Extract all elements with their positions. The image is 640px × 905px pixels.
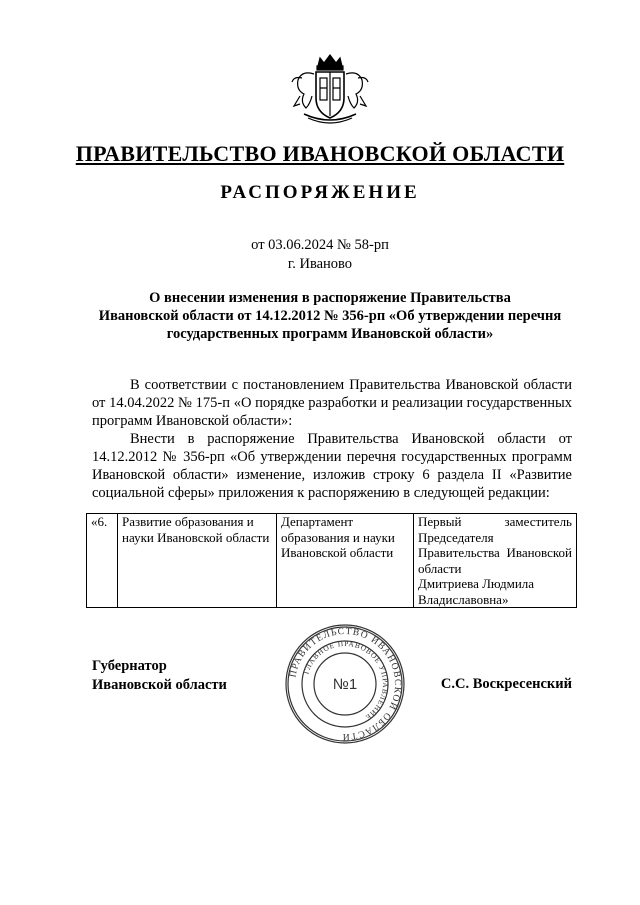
document-date-number: от 03.06.2024 № 58-рп	[251, 237, 389, 253]
body-paragraph-1: В соответствии с постановлением Правительства Ивановской области от 14.04.2022 № 175-п «О порядке разработки и реализации государственных программ Ивановской области»:	[92, 377, 572, 429]
organization-title: ПРАВИТЕЛЬСТВО ИВАНОВСКОЙ ОБЛАСТИ	[75, 141, 565, 166]
table-cell-department: Департамент образования и науки Ивановской области	[277, 514, 414, 608]
program-table	[86, 513, 577, 608]
subject-line: государственных программ Ивановской области»	[166, 326, 494, 342]
document-city: г. Иваново	[287, 256, 353, 272]
table-cell-number: «6.	[87, 514, 118, 608]
curator-text: Владиславовна»	[418, 591, 509, 607]
curator-text: Первый	[418, 514, 462, 529]
seal-number: №1	[332, 676, 358, 693]
subject-line: Ивановской области от 14.12.2012 № 356-рп «Об утверждении перечня	[98, 308, 562, 324]
signer-position	[92, 657, 227, 695]
subject-line: О внесении изменения в распоряжение Правительства	[149, 290, 511, 306]
official-seal-icon	[283, 622, 407, 746]
body-paragraph-2: Внести в распоряжение Правительства Ивановской области от 14.12.2012 № 356-рп «Об утверждении перечня государственных программ Ивановской области» изменение, изложив строку 6 раздела II «Развитие социальной сферы» приложения к распоряжению в следующей редакции:	[92, 431, 572, 501]
coat-of-arms-icon	[290, 52, 370, 128]
table-cell-curator	[414, 514, 577, 608]
document-subject	[80, 289, 580, 343]
curator-text: Ивановской	[506, 545, 572, 560]
curator-text: Дмитриева Людмила	[418, 576, 535, 591]
curator-text: Председателя	[418, 529, 494, 545]
seal-inner-text: ГЛАВНОЕ ПРАВОВОЕ УПРАВЛЕНИЕ	[301, 638, 391, 723]
curator-text: заместитель	[504, 514, 572, 529]
signer-position-line: Губернатор	[92, 658, 167, 674]
curator-text: Правительства	[418, 545, 500, 560]
signer-position-line: Ивановской области	[92, 677, 227, 693]
table-cell-program: Развитие образования и науки Ивановской области	[118, 514, 277, 608]
table-row	[87, 514, 577, 608]
signer-name: С.С. Воскресенский	[440, 676, 572, 692]
seal-outer-text: ПРАВИТЕЛЬСТВО ИВАНОВСКОЙ ОБЛАСТИ	[288, 626, 403, 742]
curator-text: области	[418, 560, 462, 576]
document-type: РАСПОРЯЖЕНИЕ	[220, 182, 420, 203]
